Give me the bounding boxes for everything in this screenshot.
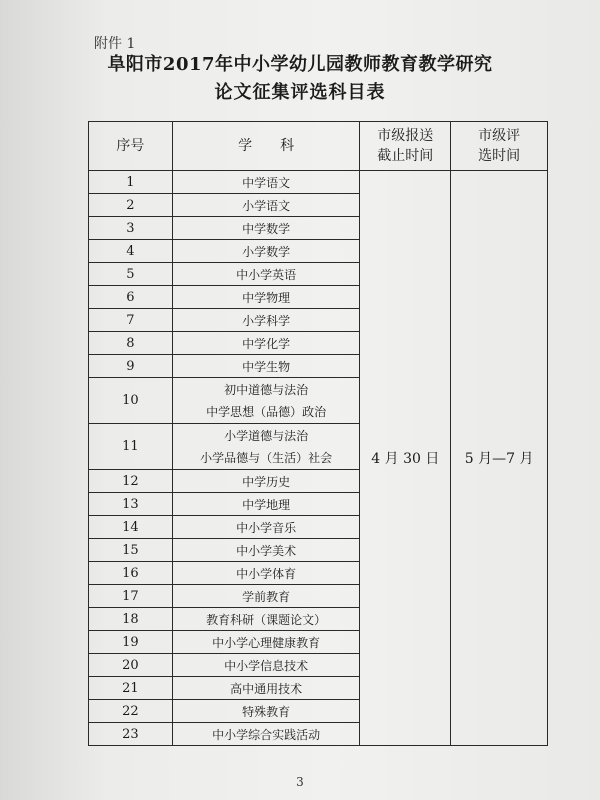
subject-line: 中学历史 (242, 474, 291, 489)
document-title-line1: 阜阳市2017年中小学幼儿园教师教育教学研究 (107, 54, 493, 75)
subject-line: 中小学音乐 (236, 520, 297, 535)
row-subject (172, 723, 360, 746)
header-deadline (360, 122, 451, 171)
table-header-row (89, 122, 548, 171)
subject-line: 中学生物 (242, 359, 291, 374)
subject-line: 中学思想（品德）政治 (206, 404, 327, 419)
subject-line: 中小学体育 (236, 566, 297, 581)
row-subject (172, 424, 360, 470)
subject-line: 小学科学 (242, 313, 291, 328)
table-body (89, 171, 548, 746)
row-number: 3 (89, 217, 173, 240)
row-number: 8 (89, 332, 173, 355)
row-subject (172, 217, 360, 240)
row-subject (172, 700, 360, 723)
row-number: 2 (89, 194, 173, 217)
header-deadline-line2: 截止时间 (377, 148, 434, 164)
subject-line: 教育科研（课题论文） (206, 612, 327, 627)
row-subject (172, 516, 360, 539)
row-subject (172, 309, 360, 332)
row-subject (172, 677, 360, 700)
row-number: 15 (89, 539, 173, 562)
row-number: 1 (89, 171, 173, 194)
row-number: 21 (89, 677, 173, 700)
subject-line: 中学语文 (242, 175, 291, 190)
row-number: 9 (89, 355, 173, 378)
row-subject (172, 585, 360, 608)
row-number: 16 (89, 562, 173, 585)
row-number: 22 (89, 700, 173, 723)
subject-line: 中学地理 (242, 497, 291, 512)
subject-line: 小学语文 (242, 198, 291, 213)
subject-line: 特殊教育 (242, 704, 291, 719)
row-number: 19 (89, 631, 173, 654)
row-number: 6 (89, 286, 173, 309)
row-subject (172, 194, 360, 217)
subject-line: 中小学美术 (236, 543, 297, 558)
row-subject (172, 631, 360, 654)
subject-line: 中学化学 (242, 336, 291, 351)
row-subject (172, 286, 360, 309)
row-number: 17 (89, 585, 173, 608)
header-deadline-line1: 市级报送 (377, 128, 434, 144)
row-subject (172, 654, 360, 677)
deadline-cell: 4 月 30 日 (360, 171, 451, 746)
page-number: 3 (296, 775, 304, 789)
row-subject (172, 493, 360, 516)
subject-line: 中学物理 (242, 290, 291, 305)
header-review (451, 122, 548, 171)
subject-table (88, 121, 548, 746)
attachment-label: 附件 1 (94, 36, 136, 52)
row-number: 11 (89, 424, 173, 470)
row-subject (172, 240, 360, 263)
subject-line: 高中通用技术 (230, 681, 303, 696)
row-number: 13 (89, 493, 173, 516)
row-number: 7 (89, 309, 173, 332)
row-subject (172, 171, 360, 194)
review-period-cell: 5 月—7 月 (451, 171, 548, 746)
row-subject (172, 470, 360, 493)
subject-line: 小学道德与法治 (224, 428, 309, 443)
header-review-line2: 选时间 (478, 148, 521, 164)
subject-line: 小学品德与（生活）社会 (200, 450, 333, 465)
row-subject (172, 355, 360, 378)
header-review-line1: 市级评 (478, 128, 521, 144)
subject-line: 中小学英语 (236, 267, 297, 282)
subject-line: 中小学心理健康教育 (212, 635, 321, 650)
document-title-line2: 论文征集评选科目表 (214, 82, 386, 103)
subject-line: 初中道德与法治 (224, 382, 309, 397)
row-subject (172, 378, 360, 424)
header-subject: 学 科 (172, 122, 360, 171)
row-number: 14 (89, 516, 173, 539)
row-subject (172, 608, 360, 631)
row-subject (172, 562, 360, 585)
subject-line: 学前教育 (242, 589, 291, 604)
row-subject (172, 263, 360, 286)
table-row (89, 171, 548, 194)
row-subject (172, 332, 360, 355)
subject-line: 中学数学 (242, 221, 291, 236)
subject-line: 中小学综合实践活动 (212, 727, 321, 742)
header-no: 序号 (89, 122, 173, 171)
row-number: 12 (89, 470, 173, 493)
row-number: 10 (89, 378, 173, 424)
row-number: 4 (89, 240, 173, 263)
row-subject (172, 539, 360, 562)
row-number: 23 (89, 723, 173, 746)
subject-line: 中小学信息技术 (224, 658, 309, 673)
row-number: 18 (89, 608, 173, 631)
subject-line: 小学数学 (242, 244, 291, 259)
row-number: 20 (89, 654, 173, 677)
row-number: 5 (89, 263, 173, 286)
